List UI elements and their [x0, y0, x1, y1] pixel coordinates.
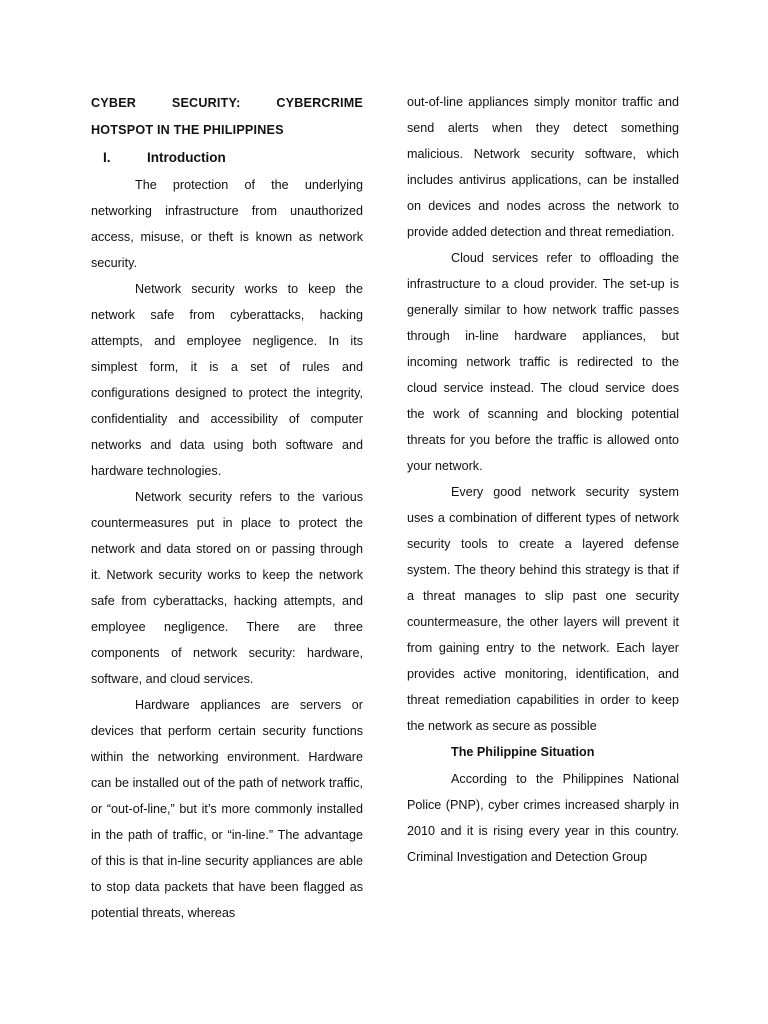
- section-heading: [91, 144, 363, 172]
- paragraph: Network security refers to the various countermeasures put in place to protect the network and data stored on or passing through it. Network security works to keep the network safe from cyberattacks, hacking attempts, and employee negligence. There are three components of network security: hardware, software, and cloud services.: [91, 490, 363, 686]
- subsection-heading: The Philippine Situation: [451, 745, 595, 759]
- paragraph-continuation: out-of-line appliances simply monitor traffic and send alerts when they detect something malicious. Network security software, which includes antivirus applications, can be installed on devices and nodes across the network to provide added detection and threat remediation.: [407, 95, 679, 239]
- paragraph: Cloud services refer to offloading the infrastructure to a cloud provider. The set-up is generally similar to how network traffic passes through in-line hardware appliances, but incoming network traffic is redirected to the cloud service instead. The cloud service does the work of scanning and blocking potential threats for you before the traffic is allowed onto your network.: [407, 251, 679, 473]
- document-title: CYBER SECURITY: CYBERCRIME HOTSPOT IN THE PHILIPPINES: [91, 96, 363, 137]
- paragraph: Hardware appliances are servers or devices that perform certain security functions within the networking environment. Hardware can be installed out of the path of network traffic, or “out-of-line,” but it’s more commonly installed in the path of traffic, or “in-line.” The advantage of this is that in-line security appliances are able to stop data packets that have been flagged as potential threats, whereas: [91, 698, 363, 920]
- paragraph: Every good network security system uses a combination of different types of network security tools to create a layered defense system. The theory behind this strategy is that if a threat manages to slip past one security countermeasure, the other layers will prevent it from gaining entry to the network. Each layer provides active monitoring, identification, and threat remediation capabilities in order to keep the network as secure as possible: [407, 485, 679, 733]
- left-column: [91, 90, 363, 926]
- paragraph: The protection of the underlying networking infrastructure from unauthorized access, misuse, or theft is known as network security.: [91, 178, 363, 270]
- right-column: [407, 89, 679, 870]
- paragraph: According to the Philippines National Police (PNP), cyber crimes increased sharply in 2010 and it is rising every year in this country. Criminal Investigation and Detection Group: [407, 772, 679, 864]
- section-title: Introduction: [147, 150, 226, 165]
- paragraph: Network security works to keep the network safe from cyberattacks, hacking attempts, and employee negligence. In its simplest form, it is a set of rules and configurations designed to protect the integrity, confidentiality and accessibility of computer networks and data using both software and hardware technologies.: [91, 282, 363, 478]
- section-number: I.: [103, 150, 111, 165]
